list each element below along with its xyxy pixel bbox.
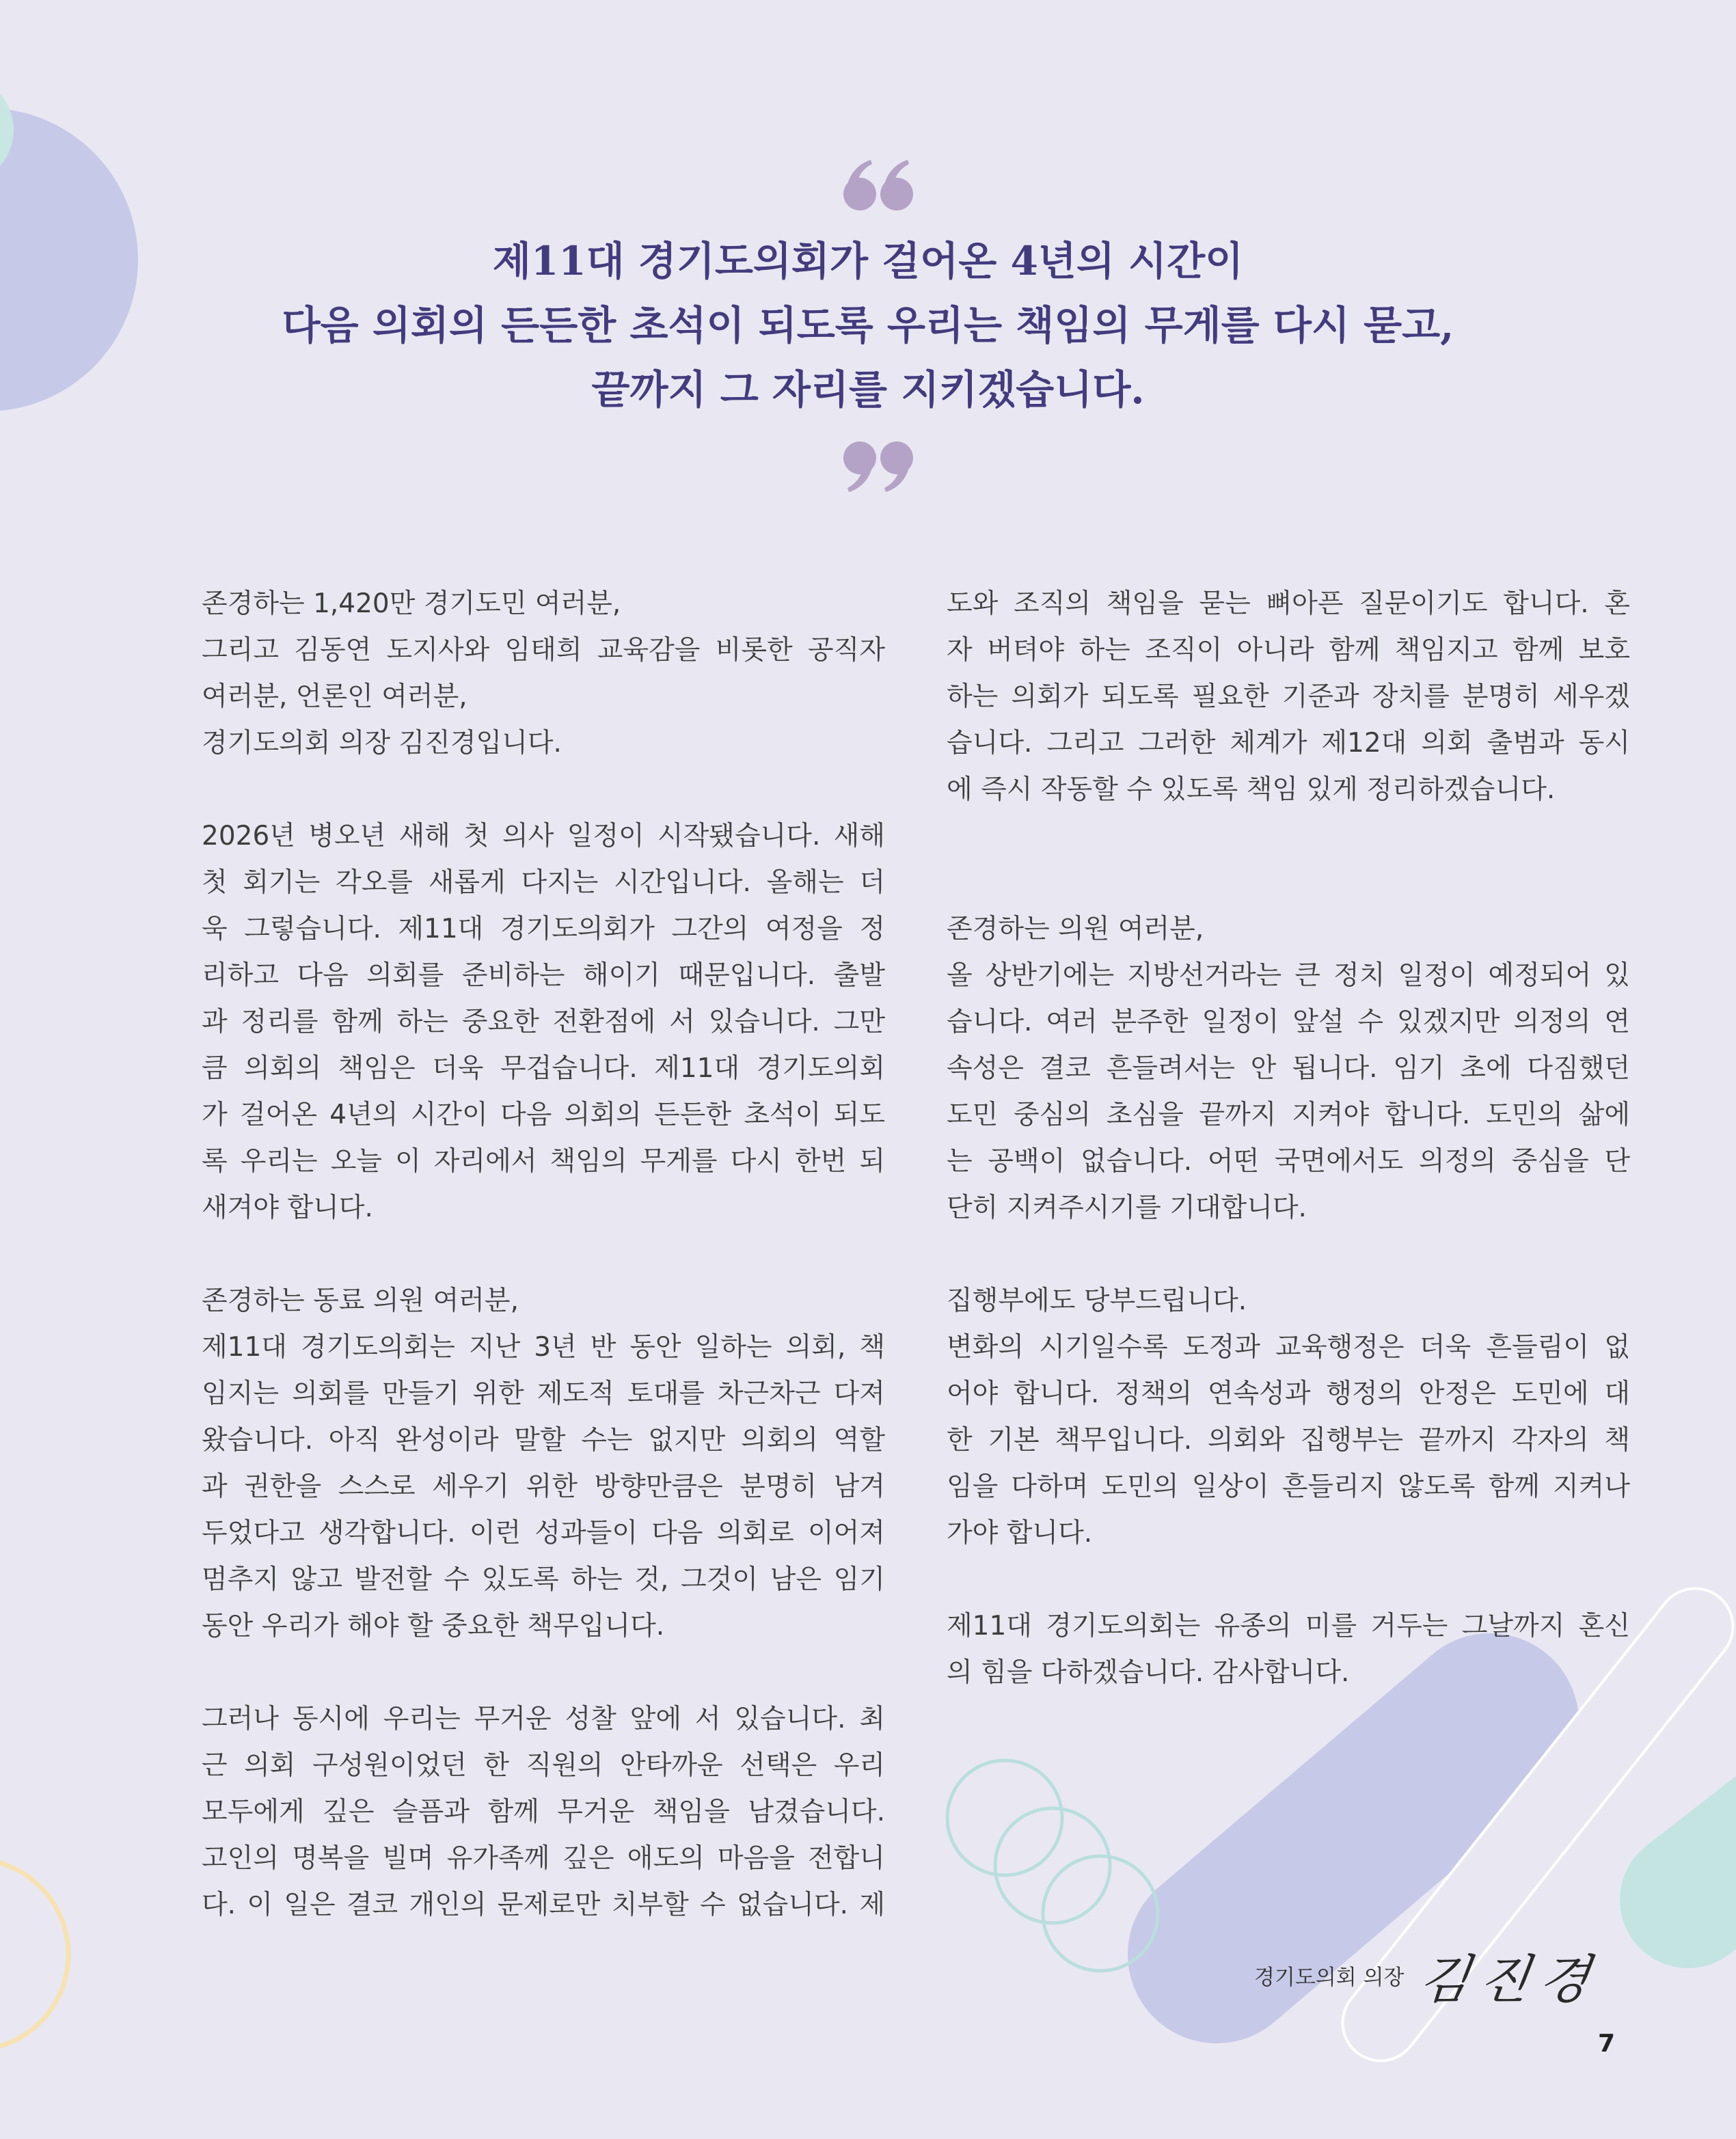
body-text-line: 습니다. 여러 분주한 일정이 앞설 수 있겠지만 의정의 연 xyxy=(947,1007,1630,1037)
deco-ring-2 xyxy=(995,1808,1110,1923)
headline-line: 다음 의회의 든든한 초석이 되도록 우리는 책임의 무게를 다시 묻고, xyxy=(282,302,1454,349)
paragraph-gap xyxy=(947,1231,1630,1278)
body-text-line: 왔습니다. 아직 완성이라 말할 수는 없지만 의회의 역할 xyxy=(202,1425,885,1456)
body-text-line: 도와 조직의 책임을 묻는 뼈아픈 질문이기도 합니다. 혼 xyxy=(947,588,1630,619)
body-text-line: 다. 이 일은 결코 개인의 문제로만 치부할 수 없습니다. 제 xyxy=(202,1890,885,1920)
body-text-line: 고인의 명복을 빌며 유가족께 깊은 애도의 마음을 전합니 xyxy=(202,1843,885,1874)
body-text-line: 의 힘을 다하겠습니다. 감사합니다. xyxy=(947,1657,1350,1688)
body-text-line: 임을 다하며 도민의 일상이 흔들리지 않도록 함께 지켜나 xyxy=(947,1471,1630,1502)
body-text-line: 멈추지 않고 발전할 수 있도록 하는 것, 그것이 남은 임기 xyxy=(202,1564,885,1595)
body-text-line: 존경하는 동료 의원 여러분, xyxy=(202,1285,519,1316)
body-text-line: 도민 중심의 초심을 끝까지 지켜야 합니다. 도민의 삶에 xyxy=(947,1100,1630,1130)
headline-line: 제11대 경기도의회가 걸어온 4년의 시간이 xyxy=(492,238,1244,284)
body-text-line: 두었다고 생각합니다. 이런 성과들이 다음 의회로 이어져 xyxy=(202,1518,885,1549)
body-text-line: 단히 지켜주시기를 기대합니다. xyxy=(947,1193,1307,1223)
deco-ring-yellow xyxy=(0,1859,68,2050)
body-text-line: 변화의 시기일수록 도정과 교육행정은 더욱 흔들림이 없 xyxy=(947,1332,1630,1363)
close-quote-icon xyxy=(841,439,916,493)
body-column-left xyxy=(202,581,885,1929)
body-text-line: 욱 그렇습니다. 제11대 경기도의회가 그간의 여정을 정 xyxy=(202,914,885,944)
body-text-line: 경기도의회 의장 김진경입니다. xyxy=(202,728,562,759)
body-text-line: 임지는 의회를 만들기 위한 제도적 토대를 차근차근 다져 xyxy=(202,1378,885,1409)
body-text-line: 어야 합니다. 정책의 연속성과 행정의 안정은 도민에 대 xyxy=(947,1378,1630,1409)
body-text-line: 존경하는 1,420만 경기도민 여러분, xyxy=(202,588,621,619)
body-text-line: 올 상반기에는 지방선거라는 큰 정치 일정이 예정되어 있 xyxy=(947,960,1630,991)
paragraph-gap xyxy=(947,1557,1630,1603)
body-text-line: 모두에게 깊은 슬픔과 함께 무거운 책임을 남겼습니다. xyxy=(202,1797,885,1827)
body-column-right xyxy=(947,581,1630,1696)
body-text-line: 한 기본 책무입니다. 의회와 집행부는 끝까지 각자의 책 xyxy=(947,1425,1630,1456)
paragraph-gap xyxy=(947,813,1630,906)
paragraph-gap xyxy=(202,1650,885,1696)
body-text-line: 근 의회 구성원이었던 한 직원의 안타까운 선택은 우리 xyxy=(202,1750,885,1781)
headline-line: 끝까지 그 자리를 지키겠습니다. xyxy=(591,366,1145,413)
body-text-line: 새겨야 합니다. xyxy=(202,1193,373,1223)
body-text-line: 존경하는 의원 여러분, xyxy=(947,914,1204,944)
body-text-line: 과 정리를 함께 하는 중요한 전환점에 서 있습니다. 그만 xyxy=(202,1007,885,1037)
signature-name: 김진경 xyxy=(1415,1948,1604,2010)
paragraph-gap xyxy=(202,767,885,813)
body-text-line: 동안 우리가 해야 할 중요한 책무입니다. xyxy=(202,1611,665,1641)
body-text-line: 습니다. 그리고 그러한 체계가 제12대 의회 출범과 동시 xyxy=(947,728,1630,759)
body-text-line: 제11대 경기도의회는 지난 3년 반 동안 일하는 의회, 책 xyxy=(202,1332,885,1363)
deco-ring-1 xyxy=(947,1760,1062,1875)
body-text-line: 는 공백이 없습니다. 어떤 국면에서도 의정의 중심을 단 xyxy=(947,1146,1630,1177)
body-text-line: 록 우리는 오늘 이 자리에서 책임의 무게를 다시 한번 되 xyxy=(202,1146,885,1177)
body-text-line: 제11대 경기도의회는 유종의 미를 거두는 그날까지 혼신 xyxy=(947,1611,1630,1641)
body-text-line: 가 걸어온 4년의 시간이 다음 의회의 든든한 초석이 되도 xyxy=(202,1100,885,1130)
signature-title: 경기도의회 의장 xyxy=(1254,1965,1405,1990)
paragraph-gap xyxy=(202,1231,885,1278)
body-text-line: 자 버텨야 하는 조직이 아니라 함께 책임지고 함께 보호 xyxy=(947,635,1630,666)
body-text-line: 큼 의회의 책임은 더욱 무겁습니다. 제11대 경기도의회 xyxy=(202,1053,885,1084)
deco-pill-mint xyxy=(1688,1804,1736,1900)
body-text-line: 그리고 김동연 도지사와 임태희 교육감을 비롯한 공직자 xyxy=(202,635,885,666)
body-text-line: 가야 합니다. xyxy=(947,1518,1093,1549)
body-text-line: 에 즉시 작동할 수 있도록 책임 있게 정리하겠습니다. xyxy=(947,774,1556,805)
body-text-line: 2026년 병오년 새해 첫 의사 일정이 시작됐습니다. 새해 xyxy=(202,821,885,851)
body-text-line: 리하고 다음 의회를 준비하는 해이기 때문입니다. 출발 xyxy=(202,960,885,991)
open-quote-icon xyxy=(841,159,916,213)
body-text-line: 하는 의회가 되도록 필요한 기준과 장치를 분명히 세우겠 xyxy=(947,681,1630,712)
body-text-line: 그러나 동시에 우리는 무거운 성찰 앞에 서 있습니다. 최 xyxy=(202,1704,885,1734)
headline-quote xyxy=(0,229,1736,422)
body-text-line: 여러분, 언론인 여러분, xyxy=(202,681,467,712)
page-number: 7 xyxy=(1598,2030,1616,2058)
body-text-line: 집행부에도 당부드립니다. xyxy=(947,1285,1247,1316)
signature-block xyxy=(1254,1941,1604,2010)
body-text-line: 과 권한을 스스로 세우기 위한 방향만큼은 분명히 남겨 xyxy=(202,1471,885,1502)
body-text-line: 속성은 결코 흔들려서는 안 됩니다. 임기 초에 다짐했던 xyxy=(947,1053,1630,1084)
body-text-line: 첫 회기는 각오를 새롭게 다지는 시간입니다. 올해는 더 xyxy=(202,867,885,898)
